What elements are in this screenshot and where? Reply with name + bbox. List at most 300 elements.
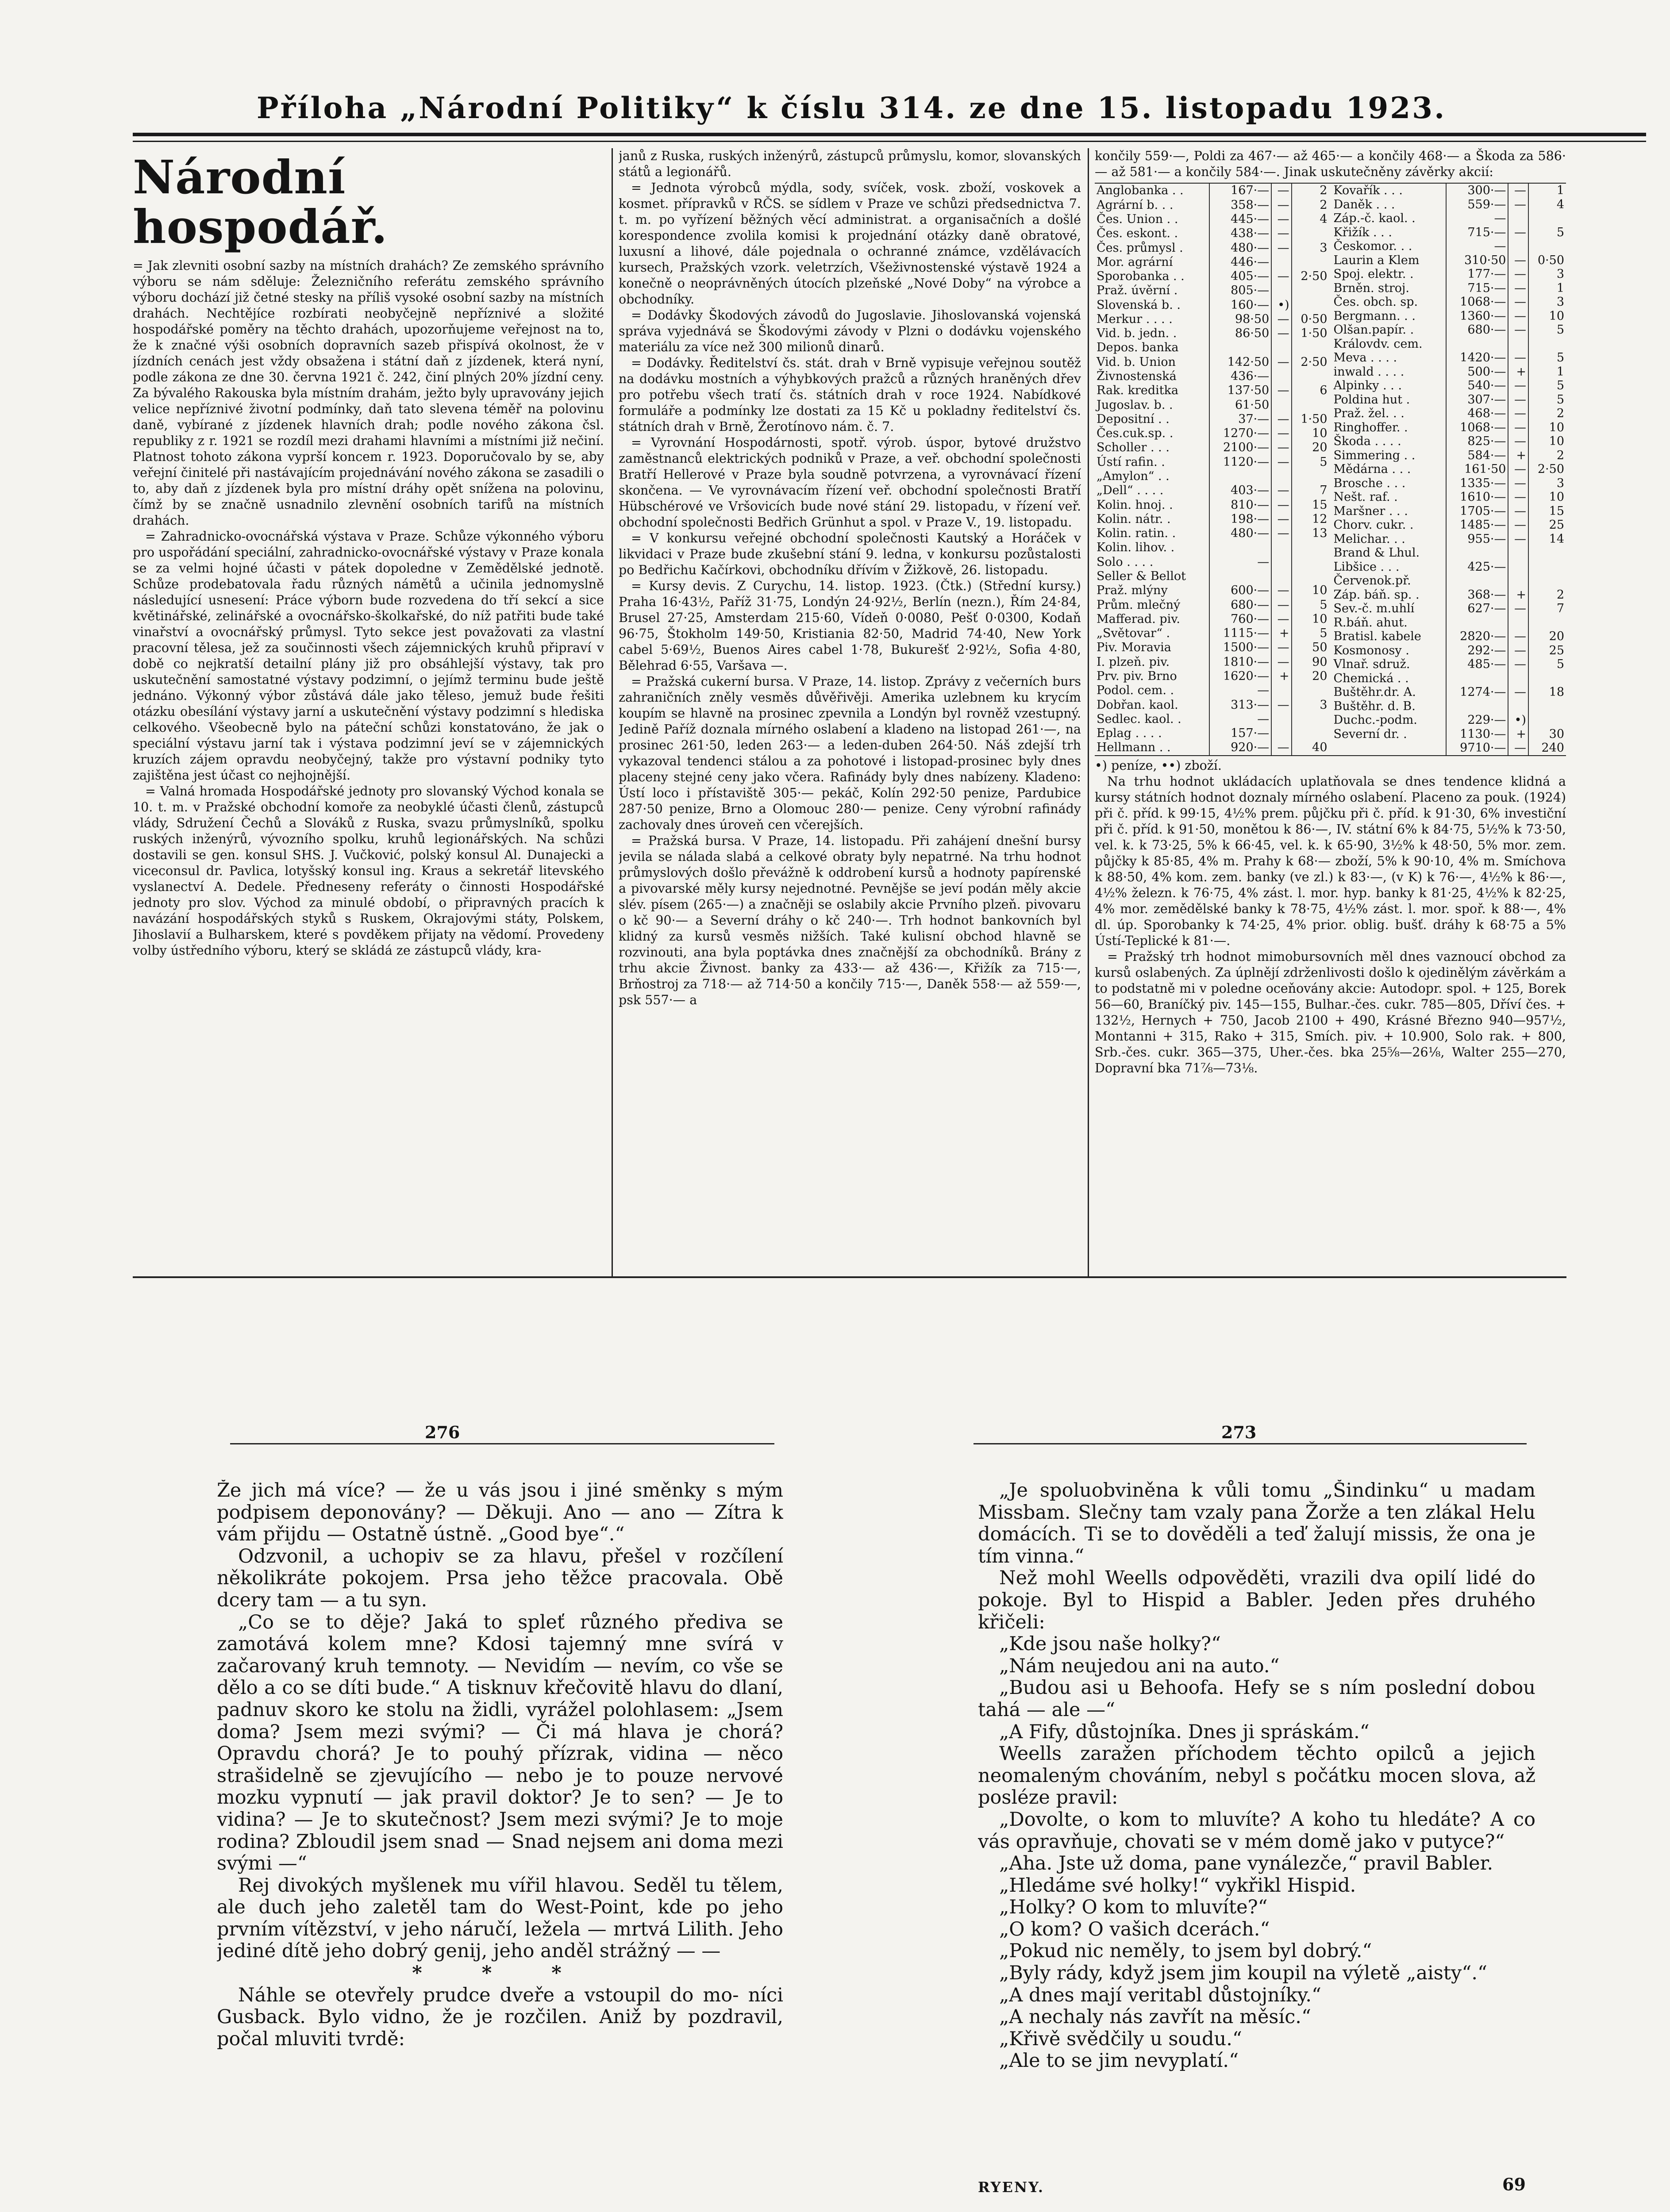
stock-sign: — [1508, 281, 1528, 296]
stock-price: — [1446, 211, 1508, 226]
article-paragraph: = Pražská bursa. V Praze, 14. listopadu. Při zahájení dnešní bursy jevila se nálada slabá a celkové obraty byly nepatrné. Na trhu hodnot průmyslových došlo převážně k oddrobení kursů a hodnoty papírenské a pivovarské měly kursy nejednotné. Pevnějše se jeví podán měly akcie slév. písem (265·—) a značněji se oslabily akcie Prvního plzeň. pivovaru o kč 90·— a Severní dráhy o kč 240·—. Trh hodnot bankovních byl klidný za kursů vesměs nižších. Také kulisní obchod hlavně se rozvinouti, ana byla poptávka dnes značnější za obchodníků. Brány z trhu akcie Živnost. banky za 433·— až 436·—, Křižík za 715·—, Brňostroj za 718·— až 714·50 a končily 715·—, Daněk 558·— až 559·—, psk 557·— a [619, 833, 1081, 1007]
stock-price: 540·— [1446, 379, 1508, 393]
stock-change: 10 [1312, 612, 1328, 626]
stock-sign: — [1271, 326, 1291, 341]
stock-table-right [1332, 184, 1566, 755]
stock-row [1332, 476, 1566, 491]
stock-change: 20 [1312, 669, 1328, 683]
stock-name: Prům. mlečný [1095, 598, 1209, 612]
stock-sign: — [1508, 379, 1528, 393]
stock-row [1095, 426, 1329, 441]
stock-row [1095, 612, 1329, 626]
stock-price: 584·— [1446, 449, 1508, 463]
stock-change: 2 [1320, 198, 1328, 212]
stock-change: 12 [1312, 512, 1328, 526]
stock-sign [1508, 574, 1528, 588]
article-paragraph: = Pražská cukerní bursa. V Praze, 14. listop. Zprávy z večerních burs zahraničních zněly vesměs důvěřivěji. Amerika uzlebnem ku krycím koupím se hlavně na prosinec zpevnila a Londýn byl rovněž vzestupný. Jedině Paříž doznala mírného oslabení a kladeno na listopad 261·—, na prosinec 261·50, leden 263·— a leden-duben 264·50. Náš zdejší trh vykazoval tendenci stálou a za pohotové i listopad-prosinec byly dnes placeny stejné ceny jako včera. Rafinády byly dnes nabízeny. Kladeno: Ústí loco i přístaviště 305·— pekáč, Kolín 292·50 penize, Pardubice 287·50 penize, Brno a Olomouc 280·— penize. Ceny výrobní rafinády zachovaly dnes úroveň cen včerejších. [619, 674, 1081, 832]
stock-change [1292, 712, 1329, 726]
stock-name: Brněn. stroj. [1332, 281, 1446, 296]
stock-price: 1115·— [1209, 626, 1271, 641]
stock-sign: — [1271, 512, 1291, 526]
stock-name: Praž. mlýny [1095, 584, 1209, 598]
stock-price: 1068·— [1446, 421, 1508, 435]
stock-price [1209, 469, 1271, 484]
stock-name [1332, 741, 1446, 755]
stock-row [1332, 365, 1566, 379]
stock-row [1095, 555, 1329, 569]
stock-name: Poldina hut . [1332, 393, 1446, 407]
story-paragraph: „Pokud nic nemělу, to jsem byl dobrý.“ [999, 1940, 1372, 1962]
stock-change: 1·50 [1301, 326, 1328, 341]
stock-name: Bratisl. kabele [1332, 630, 1446, 644]
stock-name: Sev.-č. m.uhlí [1332, 602, 1446, 616]
stock-row [1095, 598, 1329, 612]
stock-price: 446·— [1209, 255, 1271, 269]
stock-price [1446, 546, 1508, 560]
stock-name: Čes. eskont. . [1095, 227, 1209, 241]
stock-row [1095, 455, 1329, 469]
story-paragraph: „Křivě svědčily u soudu.“ [999, 2028, 1242, 2050]
stock-sign: — [1271, 198, 1291, 212]
stock-change [1528, 699, 1566, 714]
stock-change: 2·50 [1301, 355, 1328, 369]
stock-price: 1120·— [1209, 455, 1271, 469]
stock-sign [1271, 712, 1291, 726]
stock-name: „Dell“ . . . . [1095, 484, 1209, 498]
stock-name: Kovařík . . . [1332, 184, 1446, 198]
stock-change [1292, 398, 1329, 412]
stock-change: 5 [1556, 225, 1564, 239]
stock-name: Merkur . . . . [1095, 312, 1209, 326]
stock-change: 15 [1312, 498, 1328, 512]
stock-row [1095, 298, 1329, 312]
stock-name: Olšan.papír. . [1332, 323, 1446, 337]
stock-change: 30 [1549, 727, 1564, 741]
page-number: 69 [1502, 2174, 1526, 2194]
stock-sign [1271, 255, 1291, 269]
stock-name: Laurin a Klem [1332, 253, 1446, 268]
stock-name: Nešt. raf. . [1332, 490, 1446, 504]
stock-change [1292, 227, 1329, 241]
stock-sign: — [1271, 227, 1291, 241]
stock-price: 1360·— [1446, 309, 1508, 323]
stock-price: 438·— [1209, 227, 1271, 241]
stock-row [1095, 669, 1329, 684]
stock-row [1095, 212, 1329, 227]
stock-change [1292, 284, 1329, 298]
stock-change [1292, 726, 1329, 741]
stock-row [1332, 211, 1566, 226]
stock-price: 167·— [1209, 184, 1271, 198]
stock-price: 9710·— [1446, 741, 1508, 755]
stock-row [1095, 469, 1329, 484]
stock-sign: — [1508, 504, 1528, 518]
stock-row [1095, 498, 1329, 512]
stock-change: 3 [1556, 295, 1564, 309]
stock-row [1095, 255, 1329, 269]
stock-name: Piv. Moravia [1095, 641, 1209, 655]
stock-sign: — [1271, 441, 1291, 455]
stock-row [1332, 657, 1566, 672]
stock-sign [1271, 398, 1291, 412]
stock-row [1332, 518, 1566, 532]
stock-change [1528, 239, 1566, 253]
stock-change [1292, 684, 1329, 698]
stock-change: 40 [1312, 741, 1328, 755]
stock-change: 240 [1541, 741, 1564, 755]
stock-change [1292, 369, 1329, 384]
stock-change [1292, 341, 1329, 355]
stock-change: 1 [1556, 184, 1564, 197]
story-paragraph: Weells zaražen příchodem těchto opilců a jejich neomaleným chováním, nebyl s počátku mocen slova, až posléze pravil: [978, 1743, 1535, 1809]
stock-row [1332, 727, 1566, 741]
stock-table-left [1095, 184, 1329, 755]
article-paragraph: = Zahradnicko-ovocnářská výstava v Praze. Schůze výkonného výboru pro uspořádání speciální, zahradnicko-ovocnářské výstavy v Praze konala se za velmi hojné účasti v pátek dopoledne v Zemědělské jednotě. Schůze prodebatovala řadu různých námětů a učinila jednomyslně následující usnesení: Práce výborn bude rozvedena do tří sekcí a sice květinářské, zelinářské a ovocnářsko-školkařské, do níž patřiti bude také vinařství a ovocnářský průmysl. Tyto sekce jest považovati za vlastní pracovní tělesa, jež za součinnosti všech zájemnických kruhů připraví v době co nejkratší detailní plány již pro obsáhlejší výstavy, tak pro uskutečnění samostatné výstavy podzimní, o jejímž terminu bude ještě jednáno. Výkonný výbor zůstává dále jako těleso, jemuž bude řešiti otázku obesílání výstavy jarní a uskutečnění výstavy podzimní s hlediska celkového. Všeobecně bylo na páteční schůzi konstatováno, že jak o speciální výstavu jarní tak i výstava podzimní jeví se v zájemnických kruzích zájem opravdu neobyčejný, takže pro výstavní podniky tyto zajištěna jest účast co nejhojnější. [133, 529, 604, 783]
stock-row [1095, 398, 1329, 412]
stock-price: 1335·— [1446, 476, 1508, 491]
stock-name: Mafferad. piv. [1095, 612, 1209, 626]
stock-name: Vid. b. Union [1095, 355, 1209, 369]
column-2 [619, 148, 1081, 1276]
stock-name: Buštěhr. d. B. [1332, 699, 1446, 714]
stock-change: 1 [1556, 281, 1564, 295]
stock-name: Meva . . . . [1332, 351, 1446, 365]
stock-name: Severní dr. . [1332, 727, 1446, 741]
stock-sign: — [1508, 351, 1528, 365]
stock-row [1095, 512, 1329, 526]
stock-sign: — [1271, 641, 1291, 655]
stock-change: 25 [1549, 518, 1564, 532]
stock-change: 4 [1320, 212, 1328, 226]
stock-price: 137·50 [1209, 384, 1271, 398]
stock-change: 2 [1556, 448, 1564, 462]
stock-sign [1508, 699, 1528, 714]
stock-price: 425·— [1446, 560, 1508, 574]
stock-sign: — [1271, 312, 1291, 326]
stock-sign: + [1271, 669, 1291, 684]
stock-price: 229·— [1446, 713, 1508, 727]
stock-change: 2·50 [1537, 462, 1564, 476]
stock-change: 25 [1549, 643, 1564, 657]
stock-price: 1620·— [1209, 669, 1271, 684]
stock-name: Mědárna . . . [1332, 462, 1446, 476]
article-paragraph: = Jak zlevniti osobní sazby na místních drahách? Ze zemského správního výboru se nám sděluje: Železničního referátu zemského správního výboru dochází již četné stesky na příliš vysoké osobní sazby na místních drahách. Nechtějíce rozbírati neobyčejně nepříznivé a složité hospodářské poměry na těchto drahách, upozorňujeme veřejnost na to, že k značné výši osobních dopravních sazeb přispívá okolnost, že v jízdních cenách jest vždy obsažena i státní daň z jízdenek, která nyní, podle zákona ze dne 30. června 1921 č. 242, činí plných 20% jízdní ceny. Za bývalého Rakouska byla místním drahám, ježto byly upravovány jejich velice nepříznivé životní podmínky, daň tato slevena téměř na polovinu daně, vybírané z jízdenek hlavních drah; podle nového zákona čsl. republiky z r. 1921 se rozdíl mezi drahami hlavními a místními již nečiní. Platnost tohoto zákona vyprší koncem r. 1923. Doporučovalo by se, aby veřejní činitelé při nastávajícím projednávání nového zákona se zasadili o to, aby daň z jízdenek byla pro místní dráhy opět snížena na polovinu, čímž by se značně usnadnilo zlevnění osobních tarifů na místních drahách. [133, 258, 604, 528]
story-paragraph: „Je spoluobviněna k vůli tomu „Šindinku“ u madam Missbam. Slečny tam vzaly pana Žorže a ten zlákal Helu domácích. Ti se to dověděli a teď žalují missis, že ona je tím vinna.“ [978, 1480, 1535, 1567]
stock-sign: — [1271, 484, 1291, 498]
stock-sign [1508, 616, 1528, 630]
stock-sign: — [1508, 741, 1528, 755]
stock-name: Čes.cuk.sp. . [1095, 426, 1209, 441]
stock-change: 20 [1549, 630, 1564, 643]
stock-row [1332, 560, 1566, 574]
story-paragraph: „Aha. Jste už doma, pane vynálezče,“ pravil Babler. [999, 1852, 1493, 1875]
stock-row [1332, 184, 1566, 198]
stock-sign: — [1271, 412, 1291, 426]
stock-table-note: •) peníze, ••) zboží. [1095, 758, 1222, 773]
stock-sign: — [1508, 630, 1528, 644]
stock-change: 3 [1556, 476, 1564, 490]
stock-row [1332, 295, 1566, 309]
stock-price [1209, 569, 1271, 584]
stock-price: 715·— [1446, 226, 1508, 240]
stock-change: 50 [1312, 641, 1328, 655]
stock-price [1209, 341, 1271, 355]
stock-change [1292, 469, 1329, 484]
stock-change: 90 [1312, 655, 1328, 669]
stock-row [1332, 616, 1566, 630]
stock-change [1528, 574, 1566, 588]
stock-price: 445·— [1209, 212, 1271, 227]
stock-price: 161·50 [1446, 462, 1508, 476]
story-paragraph: Odzvonil, a uchopiv se za hlavu, přešel v rozčílení několikráte pokojem. Prsa jeho těžce pracovala. Obě dcery tam — a tu syn. [217, 1545, 783, 1611]
stock-sign: — [1508, 184, 1528, 198]
stock-change: 1 [1556, 365, 1564, 379]
stock-change [1528, 337, 1566, 351]
stock-sign [1271, 284, 1291, 298]
stock-price: 142·50 [1209, 355, 1271, 369]
stock-price [1446, 672, 1508, 686]
stock-row [1332, 490, 1566, 504]
stock-price: 313·— [1209, 698, 1271, 712]
stock-price: 955·— [1446, 532, 1508, 546]
stock-row [1095, 712, 1329, 726]
stock-row [1095, 641, 1329, 655]
stock-price: 403·— [1209, 484, 1271, 498]
stock-name: Eplag . . . . [1095, 726, 1209, 741]
stock-name: Kosmonosy . [1332, 644, 1446, 658]
stock-sign: — [1508, 644, 1528, 658]
stock-name: Praž. úvěrní . [1095, 284, 1209, 298]
stock-row [1332, 630, 1566, 644]
story-paragraph: „Ale to se jim nevyplatí.“ [999, 2050, 1239, 2072]
stock-change: 10 [1312, 426, 1328, 441]
stock-change: 5 [1556, 323, 1564, 337]
stock-row [1332, 226, 1566, 240]
folio-right: 273 [1221, 1422, 1257, 1442]
story-left [217, 1480, 783, 2166]
section-break-stars: * * * [412, 1962, 588, 1985]
stock-change: 5 [1556, 379, 1564, 392]
page-header-title: Příloha „Národní Politiky“ k číslu 314. ze dne 15. listopadu 1923. [257, 91, 1447, 125]
stock-price: 1500·— [1209, 641, 1271, 655]
stock-change [1528, 211, 1566, 226]
stock-change: 3 [1320, 241, 1328, 255]
stock-price: 825·— [1446, 434, 1508, 449]
stock-row [1332, 602, 1566, 616]
stock-sign [1271, 369, 1291, 384]
stock-row [1332, 644, 1566, 658]
stock-change [1292, 541, 1329, 555]
stock-row [1095, 655, 1329, 669]
stock-sign: — [1508, 295, 1528, 309]
stock-price [1209, 541, 1271, 555]
stock-name: Královdv. cem. [1332, 337, 1446, 351]
stock-sign: •) [1271, 298, 1291, 312]
section-title: Národní hospodář. [133, 153, 388, 254]
stock-name: Seller & Bellot [1095, 569, 1209, 584]
stock-change: 10 [1549, 434, 1564, 448]
stock-row [1332, 434, 1566, 449]
stock-name: Buštěhr.dr. A. [1332, 685, 1446, 699]
stock-name: Chemická . . [1332, 672, 1446, 686]
stock-price [1446, 337, 1508, 351]
stock-price: 1274·— [1446, 685, 1508, 699]
stock-row [1332, 253, 1566, 268]
story-paragraph: Než mohl Weells odpověděti, vrazili dva opilí lidé do pokoje. Byl to Hispid a Babler. Jeden přes druhého křičeli: [978, 1567, 1535, 1633]
stock-sign [1271, 469, 1291, 484]
stock-name: Záp. báň. sp. . [1332, 588, 1446, 602]
stock-price: 177·— [1446, 267, 1508, 281]
stock-change: 5 [1556, 392, 1564, 407]
bottom-rule [133, 1276, 1566, 1278]
stock-name: Alpinky . . . [1332, 379, 1446, 393]
story-paragraph: Náhle se otevřely prudce dveře a vstoupil do mo- níci Gusback. Bylo vidno, že je rozčilen. Aniž by pozdravil, počal mluviti tvrdě: [217, 1984, 783, 2050]
stock-name: Praž. žel. . . [1332, 407, 1446, 421]
stock-price: 307·— [1446, 393, 1508, 407]
stock-row [1332, 351, 1566, 365]
stock-row [1095, 184, 1329, 198]
stock-price: — [1446, 239, 1508, 253]
stock-change [1528, 672, 1566, 686]
stock-row [1332, 672, 1566, 686]
stock-row [1332, 713, 1566, 727]
stock-sign [1508, 672, 1528, 686]
stock-sign [1271, 684, 1291, 698]
stock-row [1095, 684, 1329, 698]
stock-row [1332, 198, 1566, 212]
stock-price: 805·— [1209, 284, 1271, 298]
stock-price: 98·50 [1209, 312, 1271, 326]
stock-change: 6 [1320, 384, 1328, 398]
stock-change [1292, 298, 1329, 312]
stock-row [1332, 462, 1566, 476]
stock-change: 5 [1556, 657, 1564, 671]
stock-name: Bergmann. . . [1332, 309, 1446, 323]
stock-sign: — [1508, 532, 1528, 546]
stock-sign [1508, 560, 1528, 574]
article-paragraph: = Jednota výrobců mýdla, sody, svíček, vosk. zboží, voskovek a kosmet. přípravků v RČS. se sídlem v Praze ve schůzi předsednictva 7. t. m. po vyřízení běžných věcí administrat. a organisačních a došlé korespondence zvolila komisi k projednání otázky daně obratové, luxusní a lihové, dále pojednala o ochranné známce, vzdělávacích kursech, Pražských vzork. veletrzích, Všeživnostenské výstavě 1924 a konečně o neoprávněných útocích plzeňské „Nové Doby“ na výrobce a obchodníky. [619, 180, 1081, 307]
article-paragraph: = Valná hromada Hospodářské jednoty pro slovanský Východ konala se 10. t. m. v Pražské obchodní komoře za neobyklé účasti členů, zástupců vlády, Sdružení Čechů a Slováků z Ruska, svazu průmyslníků, spolku ruských inženýrů, vývozního spolku, kruhů legionářských. Na schůzi dostavili se gen. konsul SHS. J. Vučković, polský konsul Al. Dunajecki a viceconsul dr. Pavlica, lotyšský konsul ing. Kraus a sekretář litevského vyslanectví A. Dedele. Předneseny referáty o činnosti Hospodářské jednoty pro slov. Východ za minulé období, o připravných pracích k navázání hospodářských styků s Ruskem, Okrajovými státy, Polskem, Jihoslavií a Bulharskem, které s povděkem přijaty na vědomí. Provedeny volby ústředního výboru, který se skládá ze zástupců vlády, kra- [133, 784, 604, 958]
stock-price: 61·50 [1209, 398, 1271, 412]
stock-change: 1·50 [1301, 412, 1328, 426]
stock-row [1095, 626, 1329, 641]
stock-name: Hellmann . . [1095, 741, 1209, 755]
stock-sign: — [1508, 309, 1528, 323]
stock-change: 14 [1549, 532, 1564, 546]
stock-price: 627·— [1446, 602, 1508, 616]
stock-sign: + [1508, 727, 1528, 741]
stock-name: Živnostenská [1095, 369, 1209, 384]
story-paragraph: „A dnes mají veritabl důstojníky.“ [999, 1984, 1321, 2006]
stock-change: 5 [1320, 626, 1328, 641]
stock-change: 4 [1556, 197, 1564, 211]
stock-row [1095, 326, 1329, 341]
stock-sign: — [1271, 184, 1291, 198]
stock-name: Anglobanka . . [1095, 184, 1209, 198]
stock-price: 1485·— [1446, 518, 1508, 532]
stock-price: 436·— [1209, 369, 1271, 384]
stock-name: Kolin. nátr. . [1095, 512, 1209, 526]
stock-change [1528, 616, 1566, 630]
stock-row [1095, 269, 1329, 284]
stock-name: I. plzeň. piv. [1095, 655, 1209, 669]
article-paragraph: = Kursy devis. Z Curychu, 14. listop. 1923. (Čtk.) (Střední kursy.) Praha 16·43½, Paříž 31·75, Londýn 24·92½, Berlín (nezn.), Řím 24·84, Brusel 27·25, Amsterdam 215·60, Vídeň 0·0080, Pešť 0·0300, Kodaň 96·75, Štokholm 149·50, Kristiania 82·50, Madrid 74·40, New York cabel 5·69½, Buenos Aires cabel 1·78, Bukurešť 2·92½, Sofia 4·80, Bělehrad 6·55, Varšava —. [619, 579, 1081, 673]
stock-row [1332, 532, 1566, 546]
stock-name: Chorv. cukr. . [1332, 518, 1446, 532]
stock-name: Vlnař. sdruž. [1332, 657, 1446, 672]
story-paragraph: „Budou asi u Behoofa. Hefy se s ním poslední dobou tahá — ale —“ [978, 1677, 1535, 1721]
stock-sign [1271, 341, 1291, 355]
stock-change [1528, 560, 1566, 574]
stock-row [1332, 588, 1566, 602]
stock-name: Českomor. . . [1332, 239, 1446, 253]
stock-sign: — [1271, 455, 1291, 469]
stock-price: 1610·— [1446, 490, 1508, 504]
article-paragraph: Na trhu hodnot ukládacích uplatňovala se dnes tendence klidná a kursy státních hodnot doznaly mírného oslabení. Placeno za pouk. (1924) při č. příd. k 99·15, 4½% prem. půjčku při č. příd. k 91·30, 6% investiční při č. příd. k 91·50, monětou k 86·—, IV. státní 6% k 84·75, 5½% k 73·50, vel. k. k 73·25, 5% k 66·45, vel. k. k 65·90, 3½% k 48·50, 5% mor. zem. půjčky k 85·85, 4% m. Prahy k 68·— zboží, 5% k 90·10, 4% m. Smíchova k 88·50, 4% kom. zem. banky (ve zl.) k 83·—, (v K) k 76·—, 4½% k 86·—, 4½% železn. k 76·75, 4% zást. l. mor. hyp. banky k 81·25, 4½% k 82·25, 4% mor. zemědělské banky k 78·75, 4½% zást. l. mor. spoř. k 88·—, 4% dl. úp. Sporobanky k 74·25, 4% prior. oblig. bušť. dráhy k 68·75 a 5% Ústí-Teplické k 81·—. [1095, 774, 1566, 948]
stock-row [1332, 393, 1566, 407]
stock-row [1095, 441, 1329, 455]
stock-sign: — [1508, 226, 1528, 240]
stock-intro: končily 559·—, Poldi za 467·— až 465·— a končily 468·— a Škoda za 586·— až 581·— a končily 584·—. Jinak uskutečněny závěrky akcií: [1095, 149, 1566, 179]
stock-price: — [1209, 555, 1271, 569]
stock-price: 485·— [1446, 657, 1508, 672]
column-rule [1088, 148, 1089, 1276]
stock-name: Brand & Lhul. [1332, 546, 1446, 560]
stock-row [1332, 449, 1566, 463]
stock-price: 1705·— [1446, 504, 1508, 518]
signature: RYENY. [978, 2179, 1044, 2196]
stock-row [1095, 412, 1329, 426]
stock-sign: + [1508, 588, 1528, 602]
story-paragraph: Rej divokých myšlenek mu vířil hlavou. Seděl tu tělem, ale duch jeho zaletěl tam do West-Point, kde po jeho prvním vítězství, v jeho náručí, ležela — mrtvá Lilith. Jeho jediné dítě jeho dobrý genij, jeho anděl strážný — — [217, 1874, 783, 1962]
stock-price: 292·— [1446, 644, 1508, 658]
story-paragraph: „O kom? O vašich dcerách.“ [999, 1918, 1270, 1940]
stock-name: Ringhoffer. . [1332, 421, 1446, 435]
stock-price: 300·— [1446, 184, 1508, 198]
stock-row [1332, 379, 1566, 393]
stock-row [1095, 312, 1329, 326]
stock-name: Agrární b. . . [1095, 198, 1209, 212]
stock-price: 810·— [1209, 498, 1271, 512]
stock-row [1332, 407, 1566, 421]
stock-change [1292, 555, 1329, 569]
stock-price: 1130·— [1446, 727, 1508, 741]
stock-change: 5 [1556, 351, 1564, 365]
stock-name: Kolin. hnoj. . [1095, 498, 1209, 512]
stock-price: 1420·— [1446, 351, 1508, 365]
stock-sign: — [1508, 462, 1528, 476]
stock-change: 3 [1320, 698, 1328, 712]
stock-price [1446, 616, 1508, 630]
stock-price: 468·— [1446, 407, 1508, 421]
header-rule-thin [133, 141, 1646, 142]
stock-change: 10 [1549, 309, 1564, 323]
stock-sign: + [1508, 365, 1528, 379]
stock-name: Vid. b. jedn. . [1095, 326, 1209, 341]
stock-sign [1508, 211, 1528, 226]
article-paragraph: = Vyrovnání Hospodárnosti, spotř. výrob. úspor, bytové družstvo zaměstnanců elektrických podniků v Praze, a veř. obchodní společnosti Bratří Hellerové v Praze byla soudně potvrzena, a vyrovnávací řízení skončena. — Ve vyrovnávacím řízení veř. obchodní společnosti Bratří Hübschérové ve Vršovicích bude nové stání 29. listopadu, v řízení veř. obchodní společnosti Bedřich Grünhut a spol. v Praze V., 19. listopadu. [619, 435, 1081, 530]
stock-price: 680·— [1209, 598, 1271, 612]
story-paragraph: „Dovolte, o kom to mluvíte? A koho tu hledáte? A co vás opravňuje, chovati se v mém domě jako v putyce?“ [978, 1808, 1535, 1853]
stock-sign: — [1271, 241, 1291, 255]
stock-change: 0·50 [1301, 312, 1328, 326]
stock-change: 10 [1549, 490, 1564, 504]
stock-sign: — [1508, 657, 1528, 672]
stock-row [1332, 504, 1566, 518]
story-paragraph: „Byly rády, když jsem jim koupil na výletě „aisty“.“ [999, 1962, 1487, 1985]
stock-sign: — [1271, 212, 1291, 227]
article-paragraph: = V konkursu veřejné obchodní společnosti Kautský a Horáček v likvidaci v Praze bude zkušební stání 9. ledna, v konkursu pozůstalosti po Bedřichu Kačírkovi, obchodníku dřívím v Žižkově, 26. listopadu. [619, 531, 1081, 577]
